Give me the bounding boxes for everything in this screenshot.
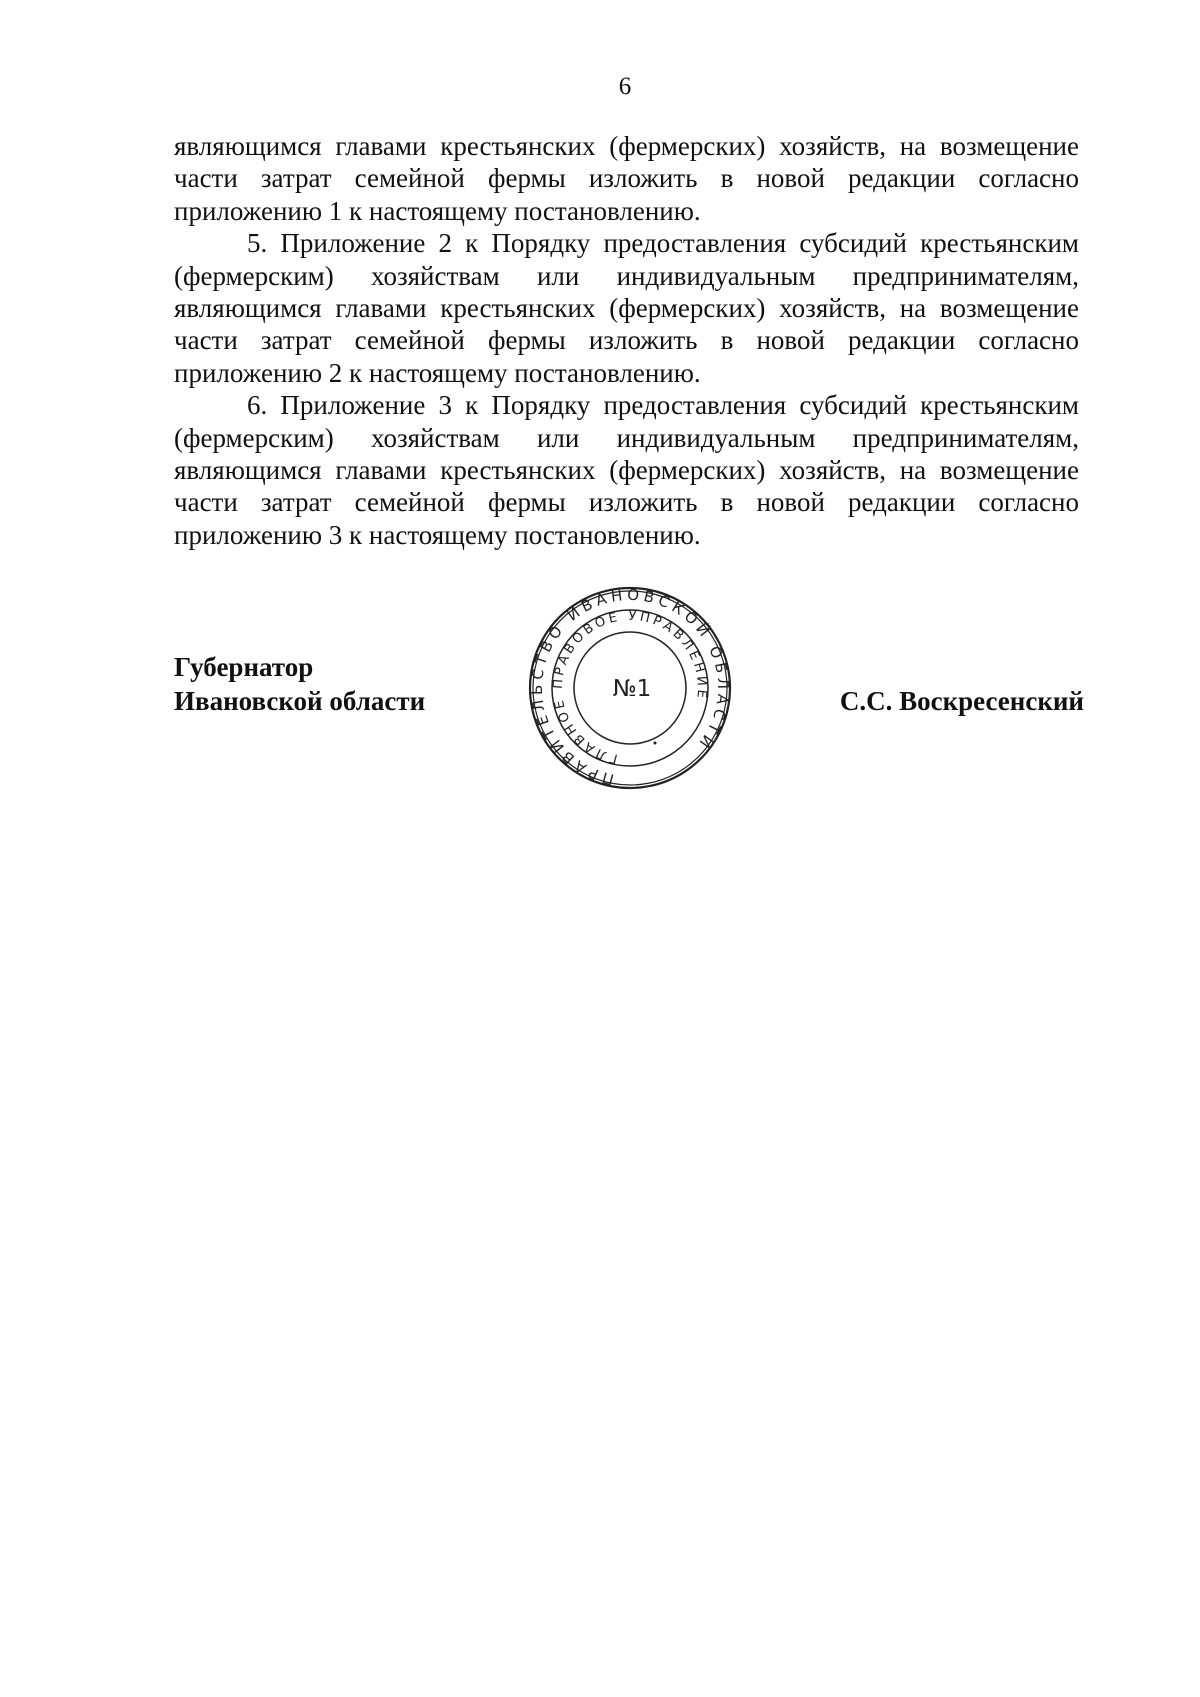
paragraph-item-6: 6. Приложение 3 к Порядку предоставления субсидий крестьянским (фермерским) хозяйствам или индивидуальным предпринимателям, являющимся главами крестьянских (фермерских) хозяйств, на возмещение части затрат семейной фермы изложить в новой редакции согласно приложению 3 к настоящему постановлению. [174,390,1079,550]
signatory-name: С.С. Воскресенский [839,686,1084,716]
stamp-number: №1 [612,676,652,702]
page-number: 6 [618,73,632,100]
stamp-inner-text: ГЛАВНОЕ ПРАВОВОЕ УПРАВЛЕНИЕ [550,608,710,766]
document-body [174,130,1079,551]
official-stamp [525,583,735,793]
signatory-title [174,650,425,718]
signatory-title-line2: Ивановской области [174,686,426,716]
signatory-title-line1: Губернатор [174,652,314,682]
paragraph-continuation: являющимся главами крестьянских (фермерских) хозяйств, на возмещение части затрат семейной фермы изложить в новой редакции согласно приложению 1 к настоящему постановлению. [174,131,1079,226]
paragraph-item-5: 5. Приложение 2 к Порядку предоставления субсидий крестьянским (фермерским) хозяйствам или индивидуальным предпринимателям, являющимся главами крестьянских (фермерских) хозяйств, на возмещение части затрат семейной фермы изложить в новой редакции согласно приложению 2 к настоящему постановлению. [174,228,1079,388]
stamp-outer-text: ПРАВИТЕЛЬСТВО ИВАНОВСКОЙ ОБЛАСТИ [527,585,733,789]
